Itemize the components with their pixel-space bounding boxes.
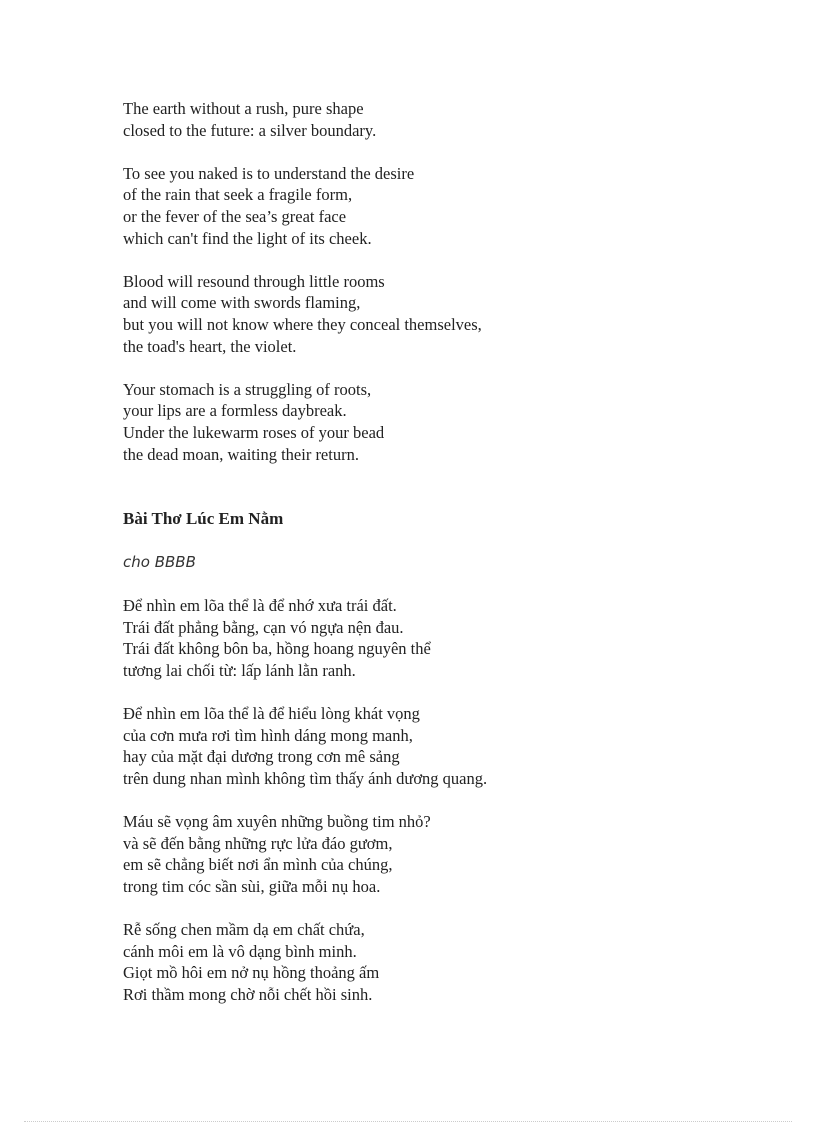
poem-line: Trái đất phẳng bằng, cạn vó ngựa nện đau. [123, 617, 404, 637]
stanza [123, 595, 763, 681]
poem-line: cánh môi em là vô dạng bình minh. [123, 941, 357, 961]
poem-line: Để nhìn em lõa thể là để hiểu lòng khát vọng [123, 704, 420, 724]
stanza [123, 811, 763, 897]
page-bottom-divider [24, 1121, 792, 1122]
poem-line: trên dung nhan mình không tìm thấy ánh dương quang. [123, 768, 488, 788]
poem-line: To see you naked is to understand the desire [123, 163, 415, 183]
poem-line: closed to the future: a silver boundary. [123, 120, 377, 140]
poem-line: of the rain that seek a fragile form, [123, 185, 353, 205]
stanza [123, 703, 763, 789]
stanza [123, 98, 763, 141]
poem-line: Giọt mồ hôi em nở nụ hồng thoảng ấm [123, 963, 380, 983]
poem-line: và sẽ đến bằng những rực lửa đáo gươm, [123, 833, 393, 853]
poem-line: Máu sẽ vọng âm xuyên những buồng tim nhỏ? [123, 812, 431, 832]
poem-line: Rễ sống chen mầm dạ em chất chứa, [123, 920, 365, 939]
stanza [123, 271, 763, 357]
poem-line: Rơi thầm mong chờ nỗi chết hồi sinh. [123, 984, 373, 1004]
poem-title: Bài Thơ Lúc Em Nằm [123, 509, 284, 529]
poem-line: Blood will resound through little rooms [123, 271, 385, 291]
poem-line: em sẽ chẳng biết nơi ẩn mình của chúng, [123, 855, 393, 875]
poem-line: which can't find the light of its cheek. [123, 228, 372, 248]
poem-line: The earth without a rush, pure shape [123, 99, 364, 118]
poem-line: tương lai chối từ: lấp lánh lằn ranh. [123, 660, 356, 680]
dedication: cho BBBB [123, 553, 196, 572]
poem-line: but you will not know where they conceal themselves, [123, 314, 482, 334]
poem-line: Under the lukewarm roses of your bead [123, 422, 385, 442]
english-poem [123, 98, 763, 465]
poem-line: or the fever of the sea’s great face [123, 206, 347, 226]
poem-line: your lips are a formless daybreak. [123, 401, 347, 421]
poem-line: the dead moan, waiting their return. [123, 444, 359, 464]
poem-line: Để nhìn em lõa thể là để nhớ xưa trái đất. [123, 596, 397, 616]
vietnamese-poem [123, 595, 763, 1005]
stanza [123, 919, 763, 1005]
document-page [123, 98, 763, 1005]
poem-line: của cơn mưa rơi tìm hình dáng mong manh, [123, 725, 413, 745]
poem-line: hay của mặt đại dương trong cơn mê sảng [123, 747, 400, 767]
poem-line: Your stomach is a struggling of roots, [123, 379, 372, 399]
poem-line: trong tim cóc sần sùi, giữa mỗi nụ hoa. [123, 876, 381, 896]
stanza [123, 379, 763, 465]
poem-line: Trái đất không bôn ba, hồng hoang nguyên thể [123, 639, 431, 659]
poem-line: and will come with swords flaming, [123, 293, 361, 313]
stanza [123, 163, 763, 249]
poem-line: the toad's heart, the violet. [123, 336, 297, 356]
